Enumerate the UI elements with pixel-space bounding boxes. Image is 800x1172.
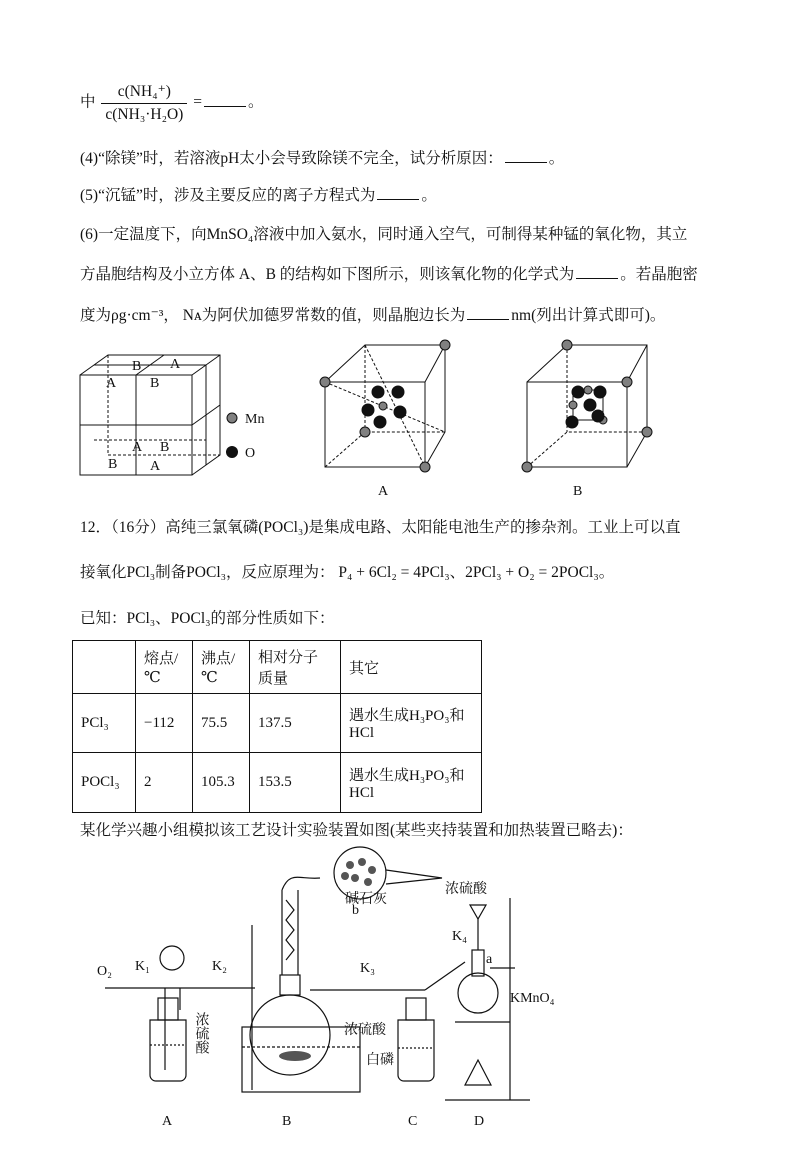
- cube-b-label: B: [573, 484, 583, 499]
- text: 某化学兴趣小组模拟该工艺设计实验装置如图(某些夹持装置和加热装置已略去)：: [80, 822, 633, 839]
- cube-a: [320, 340, 450, 472]
- cube-a-label: A: [378, 484, 389, 499]
- soda-lime-granules: [341, 858, 376, 886]
- denominator: c(NH₃·H₂O): [105, 106, 184, 123]
- text: 。: [548, 150, 565, 167]
- cube-label: A: [106, 376, 117, 391]
- b-label: b: [352, 903, 359, 918]
- conc-h2so4-c-label: 浓硫酸: [344, 1023, 386, 1038]
- cell: 遇水生成H₃PO₃和HCl: [341, 694, 482, 753]
- conc-h2so4-a-label: 浓硫酸: [193, 1012, 209, 1054]
- numerator: c(NH₄⁺): [101, 82, 187, 104]
- cube-b: [522, 340, 652, 472]
- properties-table: [72, 640, 482, 813]
- text: (5)“沉锰”时，涉及主要反应的离子方程式为: [80, 187, 376, 204]
- o-legend-dot: [226, 446, 238, 458]
- text: (4)“除镁”时，若溶液pH太小会导致除镁不完全，试分析原因：: [80, 150, 503, 167]
- cell: 2: [136, 753, 193, 813]
- text: (6)一定温度下，向MnSO₄溶液中加入氨水，同时通入空气，可制得某种锰的氧化物，其立: [80, 226, 688, 243]
- cell: 75.5: [193, 694, 250, 753]
- white-phosphorus: [279, 1051, 311, 1061]
- cube-label: B: [132, 359, 142, 374]
- q12-known: [80, 606, 335, 628]
- white-phosphorus-label: 白磷: [366, 1053, 394, 1068]
- o2-label: O₂: [97, 964, 112, 979]
- header-cell: 沸点/℃: [193, 641, 250, 694]
- apparatus-d-label: D: [474, 1114, 485, 1129]
- cube-label: B: [150, 376, 160, 391]
- table-row: [73, 694, 482, 753]
- cell: 153.5: [250, 753, 341, 813]
- text: 。: [421, 187, 437, 204]
- legend-o: O: [245, 446, 256, 461]
- soda-lime-label: 碱石灰: [345, 892, 387, 907]
- apparatus-c-label: C: [408, 1114, 418, 1129]
- header-cell: [73, 641, 136, 694]
- table-header-row: [73, 641, 482, 694]
- apparatus-a-label: A: [162, 1114, 173, 1129]
- text: 。: [247, 93, 264, 111]
- apparatus-b-label: B: [282, 1114, 292, 1129]
- equals: =: [193, 93, 202, 111]
- kmno4-label: KMnO₄: [510, 991, 555, 1006]
- text: 中: [80, 93, 96, 111]
- cube-label: B: [160, 440, 170, 455]
- k1-label: K₁: [135, 959, 150, 974]
- header-cell: 其它: [341, 641, 482, 694]
- cube-label: B: [108, 457, 118, 472]
- a-label: a: [486, 952, 493, 967]
- legend-mn: Mn: [245, 412, 265, 427]
- mn-legend-dot: [227, 413, 237, 423]
- q12-line2: [80, 560, 614, 582]
- table-row: [73, 753, 482, 813]
- text: 接氧化PCl₃制备POCl₃，反应原理为： P₄ + 6Cl₂ = 4PCl₃、2PCl₃ + O₂ = 2POCl₃。: [80, 564, 615, 581]
- text: 方晶胞结构及小立方体 A、B 的结构如下图所示，则该氧化物的化学式为: [80, 266, 575, 283]
- cell: 137.5: [250, 694, 341, 753]
- q12-line1: [80, 515, 680, 537]
- unit-cell-diagram: [80, 355, 220, 475]
- k2-label: K₂: [212, 959, 227, 974]
- cell: 105.3: [193, 753, 250, 813]
- text: nm(列出计算式即可)。: [511, 307, 666, 324]
- header-cell: 熔点/℃: [136, 641, 193, 694]
- apparatus-intro: [80, 818, 633, 840]
- cell: −112: [136, 694, 193, 753]
- text: 。若晶胞密: [620, 266, 698, 283]
- header-cell: 相对分子质量: [250, 641, 341, 694]
- text: 12．（16分）高纯三氯氧磷(POCl₃)是集成电路、太阳能电池生产的掺杂剂。工业上可以直: [80, 519, 681, 536]
- k3-label: K₃: [360, 961, 375, 976]
- cell: PCl₃: [73, 694, 136, 753]
- text: 度为ρg·cm⁻³， Nᴀ为阿伏加德罗常数的值，则晶胞边长为: [80, 307, 466, 324]
- cell: POCl₃: [73, 753, 136, 813]
- conc-h2so4-d-label: 浓硫酸: [445, 882, 487, 897]
- cube-label: A: [132, 440, 143, 455]
- cell: 遇水生成H₃PO₃和HCl: [341, 753, 482, 813]
- k4-label: K₄: [452, 929, 467, 944]
- text: 已知：PCl₃、POCl₃的部分性质如下：: [80, 610, 335, 627]
- cube-label: A: [170, 357, 181, 372]
- cube-label: A: [150, 459, 161, 474]
